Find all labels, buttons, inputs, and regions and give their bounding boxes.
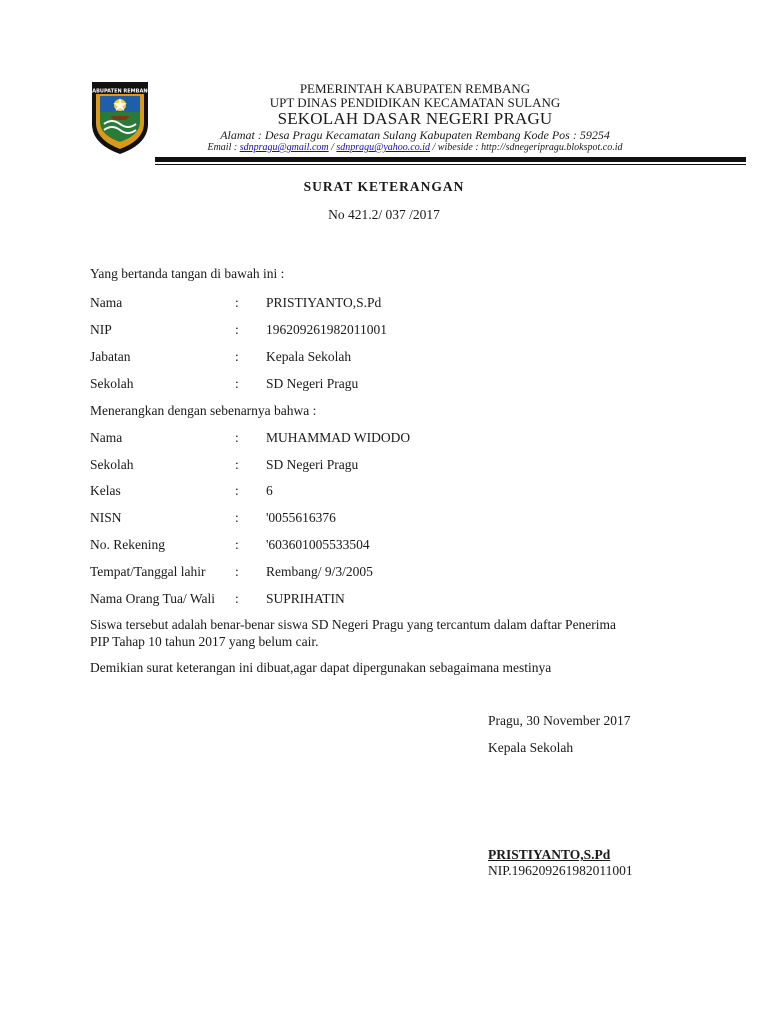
- field-colon: :: [235, 457, 239, 472]
- letterhead-address: Alamat : Desa Pragu Kecamatan Sulang Kabupaten Rembang Kode Pos : 59254: [220, 128, 610, 142]
- field-label: Jabatan: [90, 349, 131, 364]
- field-value: Kepala Sekolah: [266, 349, 352, 364]
- field-label: Sekolah: [90, 376, 134, 391]
- email-link-gmail[interactable]: sdnpragu@gmail.com: [239, 142, 329, 153]
- field-label: Nama: [90, 430, 123, 445]
- field-label: Kelas: [90, 483, 121, 498]
- field-label: Tempat/Tanggal lahir: [90, 564, 206, 579]
- intro-text: Yang bertanda tangan di bawah ini :: [90, 266, 285, 281]
- field-value: MUHAMMAD WIDODO: [266, 430, 411, 445]
- statement-line-1: Siswa tersebut adalah benar-benar siswa SD Negeri Pragu yang tercantum dalam daftar Penerima: [90, 617, 617, 632]
- signature-nip: NIP.196209261982011001: [488, 863, 633, 878]
- signature-name: PRISTIYANTO,S.Pd: [488, 847, 611, 862]
- field-value: '0055616376: [266, 510, 336, 525]
- email-separator: /: [328, 142, 337, 153]
- field-colon: :: [235, 537, 239, 552]
- signature-place-date: Pragu, 30 November 2017: [488, 713, 631, 728]
- field-colon: :: [235, 349, 239, 364]
- letterhead-government: PEMERINTAH KABUPATEN REMBANG: [299, 81, 531, 96]
- field-colon: :: [235, 376, 239, 391]
- field-colon: :: [235, 295, 239, 310]
- svg-text:KABUPATEN REMBANG: KABUPATEN REMBANG: [88, 88, 152, 95]
- closing-text: Demikian surat keterangan ini dibuat,agar dapat dipergunakan sebagaimana mestinya: [90, 660, 552, 675]
- field-label: Nama: [90, 295, 123, 310]
- letterhead-divider-thin: [155, 164, 746, 165]
- field-label: No. Rekening: [90, 537, 165, 552]
- field-colon: :: [235, 510, 239, 525]
- signature-position: Kepala Sekolah: [488, 740, 574, 755]
- field-colon: :: [235, 564, 239, 579]
- field-label: Nama Orang Tua/ Wali: [90, 591, 216, 606]
- declaration-text: Menerangkan dengan sebenarnya bahwa :: [90, 403, 317, 418]
- field-label: Sekolah: [90, 457, 134, 472]
- field-value: SD Negeri Pragu: [266, 376, 359, 391]
- website-text: / wibeside : http://sdnegeripragu.blokspot.co.id: [430, 142, 623, 153]
- field-value: 6: [266, 483, 273, 498]
- email-label: Email :: [207, 142, 240, 153]
- email-link-yahoo[interactable]: sdnpragu@yahoo.co.id: [336, 142, 431, 153]
- kabupaten-rembang-emblem-icon: [88, 80, 152, 156]
- field-label: NISN: [90, 510, 122, 525]
- field-value: SD Negeri Pragu: [266, 457, 359, 472]
- field-label: NIP: [90, 322, 112, 337]
- statement-line-2: PIP Tahap 10 tahun 2017 yang belum cair.: [90, 634, 319, 649]
- letterhead-contact: [150, 142, 680, 153]
- document-number: No 421.2/ 037 /2017: [328, 207, 440, 222]
- document-title: SURAT KETERANGAN: [303, 179, 465, 194]
- field-value: '603601005533504: [266, 537, 370, 552]
- field-value: PRISTIYANTO,S.Pd: [266, 295, 382, 310]
- field-colon: :: [235, 322, 239, 337]
- field-colon: :: [235, 430, 239, 445]
- field-value: Rembang/ 9/3/2005: [266, 564, 373, 579]
- field-value: 196209261982011001: [266, 322, 387, 337]
- field-colon: :: [235, 483, 239, 498]
- field-value: SUPRIHATIN: [266, 591, 345, 606]
- letterhead-agency: UPT DINAS PENDIDIKAN KECAMATAN SULANG: [269, 95, 561, 110]
- letterhead-divider-thick: [155, 157, 746, 162]
- field-colon: :: [235, 591, 239, 606]
- letterhead-school-name: SEKOLAH DASAR NEGERI PRAGU: [277, 109, 553, 128]
